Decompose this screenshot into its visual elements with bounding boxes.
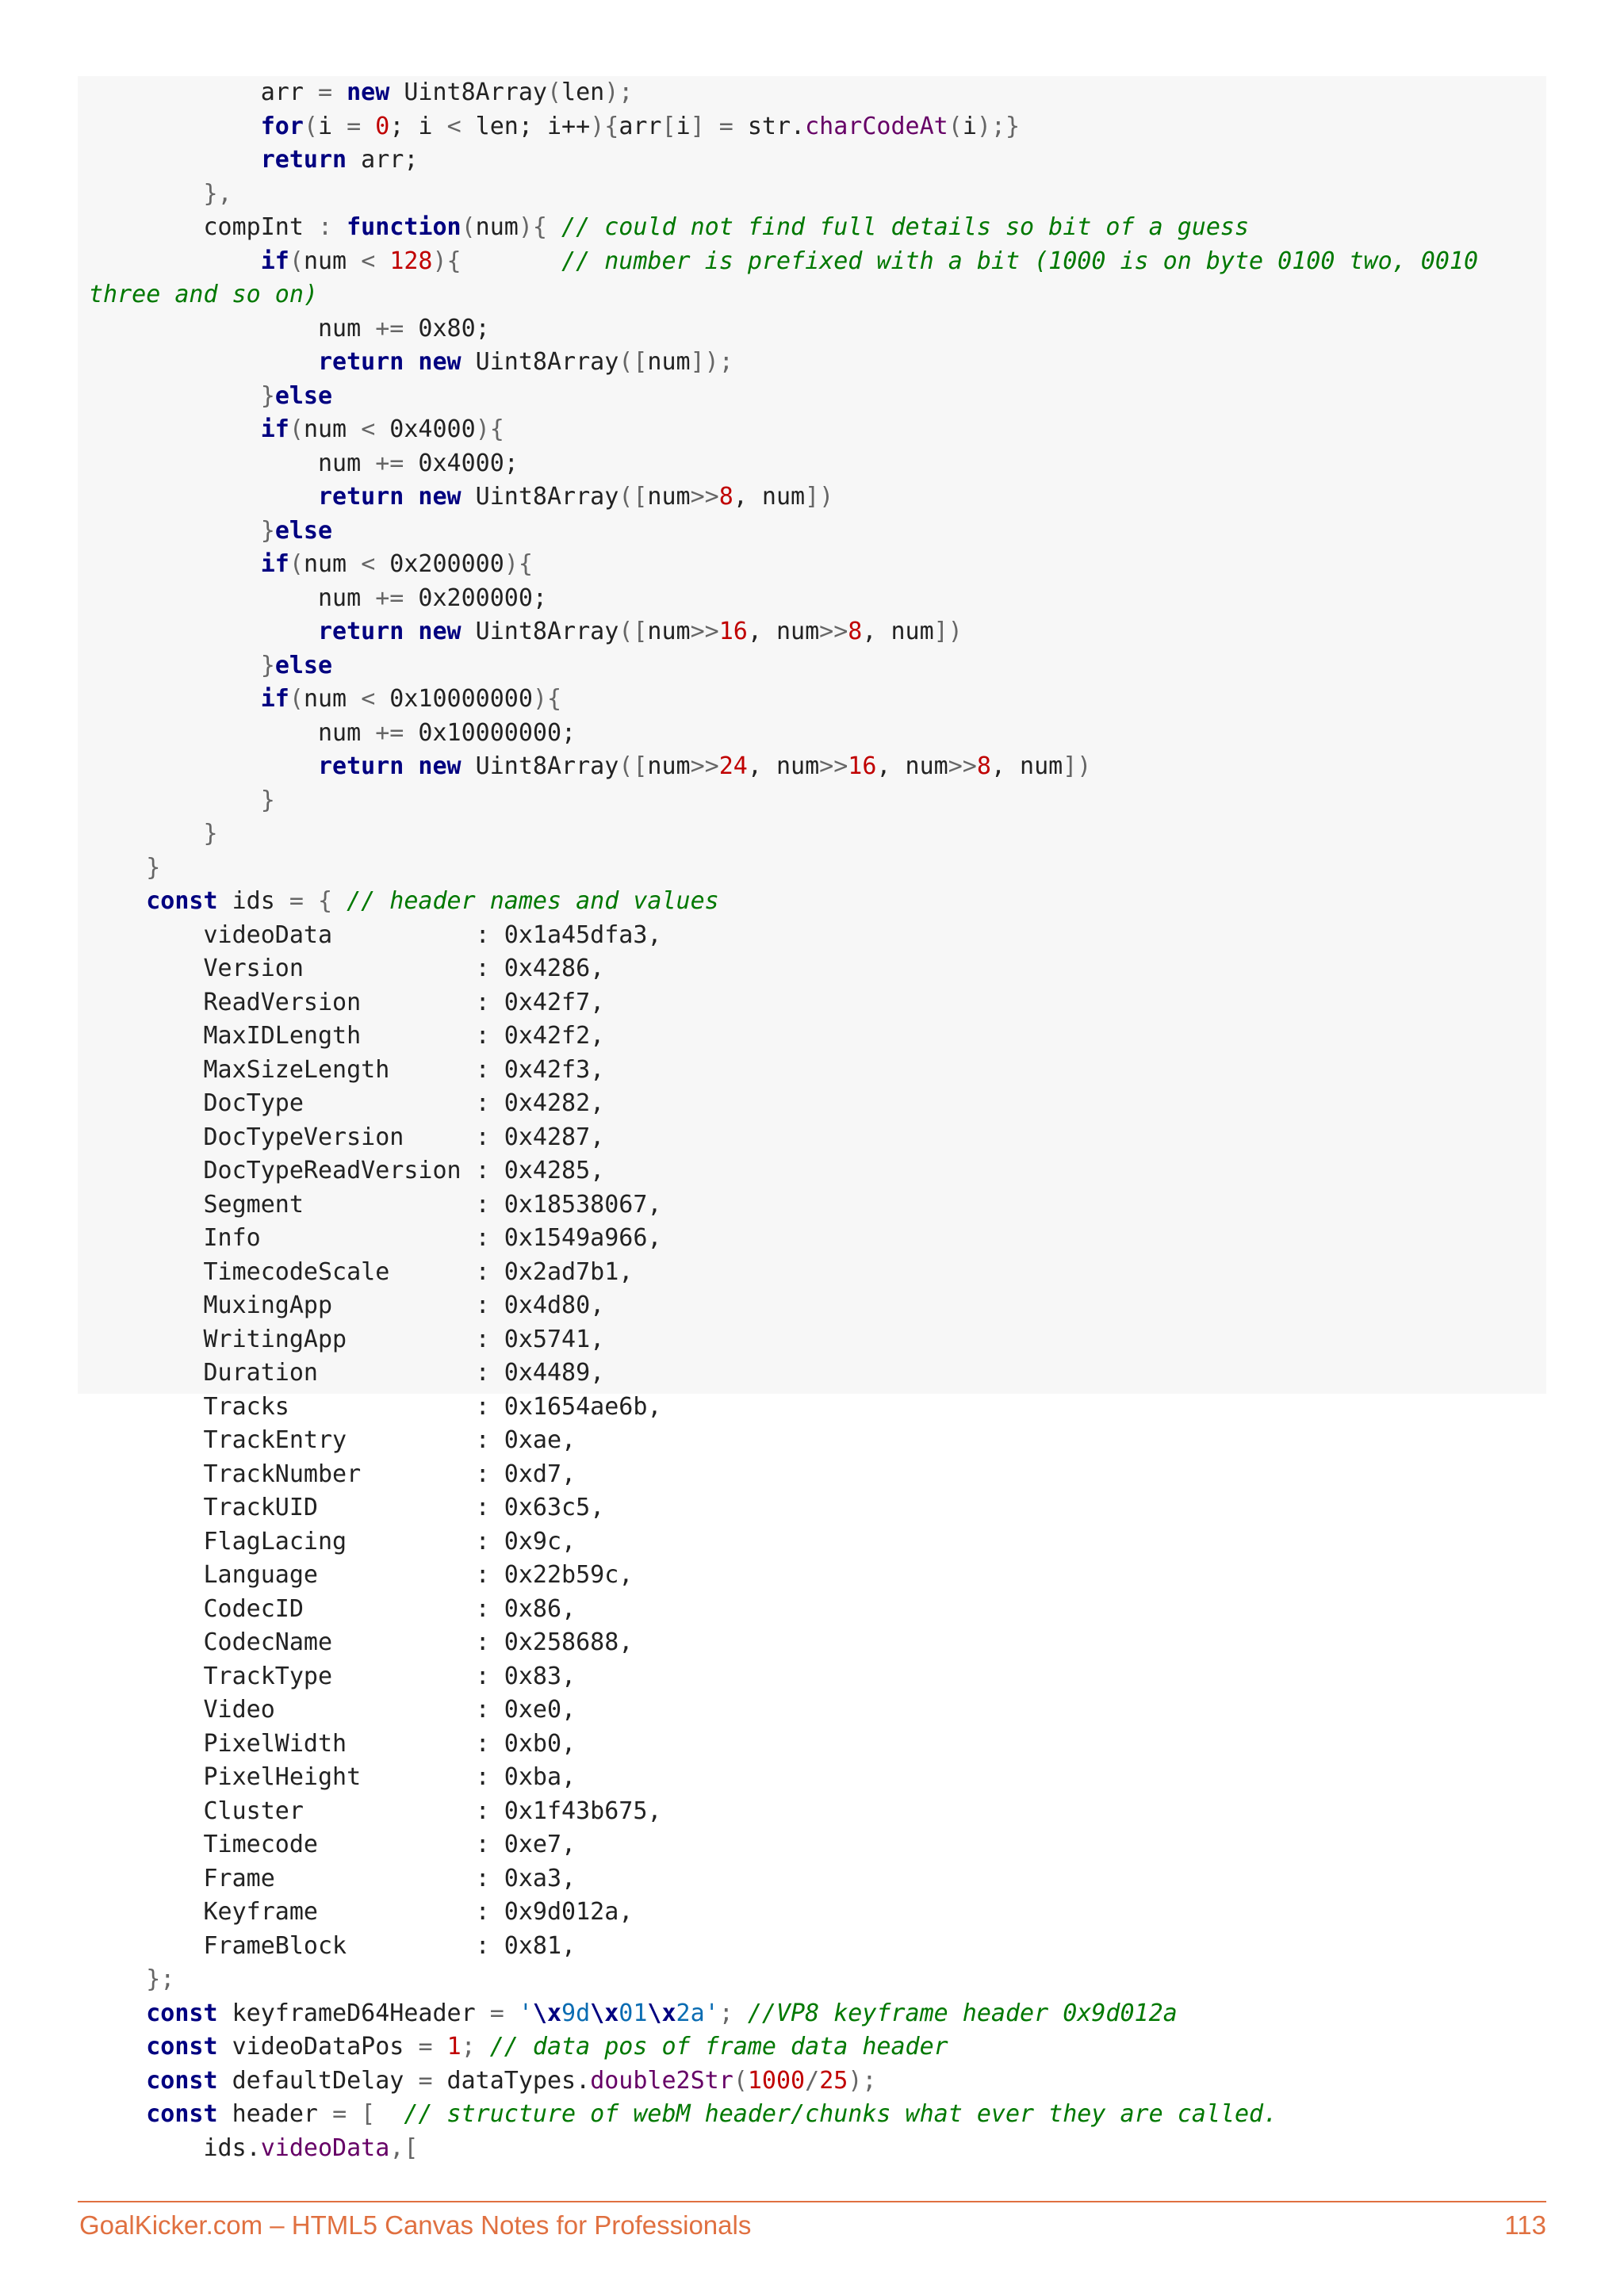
code-line — [89, 1154, 1546, 1188]
code-line — [89, 649, 1546, 683]
code-line — [89, 413, 1546, 447]
code-token: } — [89, 786, 275, 814]
code-token: num — [89, 449, 376, 477]
code-line — [89, 312, 1546, 346]
code-token — [304, 887, 318, 915]
code-token — [89, 887, 146, 915]
code-token: ){ — [475, 415, 504, 443]
code-token: len; i++ — [461, 112, 591, 140]
code-token: ( — [289, 415, 304, 443]
code-token: , num — [733, 483, 806, 511]
code-token: ){ — [532, 685, 562, 713]
code-token: i — [676, 112, 691, 140]
code-token: = — [489, 1999, 504, 2027]
code-token: 8 — [976, 752, 991, 780]
code-line — [89, 1323, 1546, 1357]
code-token: const — [146, 1999, 218, 2027]
code-token: ){ — [432, 247, 462, 275]
code-token: = — [347, 112, 362, 140]
code-token: MaxSizeLength : 0x42f3, — [89, 1055, 605, 1084]
code-token: new — [418, 483, 462, 511]
code-token: = — [418, 2033, 433, 2061]
code-token: += — [375, 314, 404, 342]
code-token: ]); — [690, 348, 733, 376]
code-token: ' — [518, 1999, 533, 2027]
code-token: num — [647, 483, 691, 511]
code-token: [ — [347, 2100, 404, 2128]
code-token — [375, 247, 389, 275]
code-line — [89, 1256, 1546, 1290]
code-token: ([ — [619, 348, 648, 376]
code-token: >> — [690, 752, 719, 780]
code-token: function — [347, 213, 462, 241]
code-token: TrackEntry : 0xae, — [89, 1426, 576, 1454]
code-token: ( — [289, 550, 304, 578]
code-token: = — [289, 887, 304, 915]
code-token: 0x10000000; — [404, 718, 576, 747]
code-token: i — [318, 112, 347, 140]
code-token: DocTypeVersion : 0x4287, — [89, 1123, 605, 1151]
code-token — [89, 1999, 146, 2027]
code-token — [547, 213, 561, 241]
code-token: DocTypeReadVersion : 0x4285, — [89, 1157, 605, 1184]
code-token: Duration : 0x4489, — [89, 1359, 605, 1387]
code-line — [89, 1862, 1546, 1896]
code-token: 0x200000 — [375, 550, 504, 578]
code-line — [89, 2030, 1546, 2064]
code-line — [89, 851, 1546, 886]
code-token: num — [303, 685, 362, 713]
code-token: // header names and values — [347, 887, 719, 915]
code-token: ,[ — [389, 2133, 419, 2162]
code-line — [89, 1525, 1546, 1559]
code-line — [89, 1391, 1546, 1425]
code-line — [89, 1458, 1546, 1492]
code-token: 8 — [848, 618, 863, 645]
code-token: ( — [948, 112, 963, 140]
code-token: return — [260, 146, 347, 174]
code-token: // number is prefixed with a bit (1000 is on byte 0100 two, 0010 — [561, 247, 1478, 275]
code-token: num — [303, 247, 362, 275]
code-token: TrackNumber : 0xd7, — [89, 1460, 576, 1488]
code-token: >> — [948, 752, 977, 780]
code-token: < — [361, 415, 376, 443]
code-token: ( — [461, 213, 476, 241]
code-line — [89, 1626, 1546, 1660]
code-line — [89, 480, 1546, 515]
code-token: Uint8Array — [461, 752, 619, 780]
code-token — [705, 113, 719, 140]
code-token: ([ — [619, 752, 648, 780]
code-line — [89, 245, 1546, 279]
code-token: Cluster : 0x1f43b675, — [89, 1797, 662, 1825]
code-token: const — [146, 2066, 218, 2095]
code-token: += — [375, 584, 404, 612]
code-token — [89, 415, 261, 443]
code-token: three and so on) — [89, 281, 318, 308]
code-token: , num — [862, 618, 934, 645]
code-token: if — [260, 415, 289, 443]
code-token — [89, 685, 261, 713]
code-token: = — [718, 112, 733, 140]
code-line — [89, 1693, 1546, 1728]
code-token: 0x4000 — [375, 415, 476, 443]
code-token: arr — [89, 78, 318, 106]
code-token: double2Str — [590, 2066, 733, 2095]
code-token: }; — [89, 1965, 175, 1993]
code-token: ]) — [933, 618, 963, 645]
code-token: return — [317, 618, 404, 645]
code-token: videoData — [260, 2133, 390, 2162]
code-token: return — [317, 348, 404, 376]
code-token: ( — [289, 685, 304, 713]
code-token: //VP8 keyframe header 0x9d012a — [747, 1999, 1178, 2027]
code-token: Uint8Array — [461, 483, 619, 511]
code-token: ( — [303, 112, 318, 140]
code-token: new — [418, 618, 462, 645]
code-token: Timecode : 0xe7, — [89, 1831, 576, 1858]
code-token: MuxingApp : 0x4d80, — [89, 1292, 605, 1319]
code-token — [361, 113, 375, 140]
code-token: < — [361, 685, 376, 713]
code-token: else — [274, 651, 333, 679]
code-token: } — [89, 853, 161, 882]
code-token — [89, 247, 261, 275]
code-token: ){ — [590, 112, 619, 140]
code-token: new — [418, 348, 462, 376]
code-line — [89, 1997, 1546, 2031]
code-token: const — [146, 887, 218, 915]
code-token: Uint8Array — [461, 348, 619, 376]
code-token: arr — [619, 112, 662, 140]
code-token: TrackType : 0x83, — [89, 1662, 576, 1690]
code-line — [89, 784, 1546, 818]
code-line — [89, 1728, 1546, 1762]
code-token: PixelHeight : 0xba, — [89, 1763, 576, 1791]
code-token: >> — [819, 752, 848, 780]
code-token: new — [418, 752, 462, 780]
code-token: 8 — [718, 483, 733, 511]
code-token: FrameBlock : 0x81, — [89, 1931, 576, 1960]
code-token: = — [332, 2100, 347, 2128]
code-line — [89, 582, 1546, 616]
code-token: Language : 0x22b59c, — [89, 1561, 634, 1589]
code-token — [404, 483, 418, 511]
code-token: 16 — [848, 752, 877, 780]
code-token: num — [475, 213, 519, 241]
code-token: >> — [690, 618, 719, 645]
page-number: 113 — [1504, 2210, 1546, 2240]
code-token: } — [89, 516, 275, 545]
code-token: defaultDelay — [217, 2066, 419, 2095]
code-line — [89, 1020, 1546, 1054]
code-token: num — [89, 584, 376, 612]
code-token: 1 — [446, 2033, 462, 2061]
footer-divider — [78, 2201, 1546, 2202]
code-token: videoData : 0x1a45dfa3, — [89, 920, 662, 949]
code-line — [89, 1222, 1546, 1256]
code-token: , num — [747, 752, 820, 780]
code-token: keyframeD64Header — [217, 1999, 490, 2027]
code-line — [89, 1121, 1546, 1155]
code-token: CodecName : 0x258688, — [89, 1628, 634, 1656]
code-token: , num — [747, 618, 820, 645]
code-line — [89, 1559, 1546, 1593]
code-line — [89, 885, 1546, 919]
code-token: { — [318, 887, 333, 915]
code-token: i — [962, 112, 977, 140]
code-line — [89, 1054, 1546, 1088]
code-token: 24 — [718, 752, 748, 780]
code-token: const — [146, 2033, 218, 2061]
code-token: ){ — [504, 550, 533, 578]
code-token — [89, 2100, 146, 2128]
code-token: 16 — [718, 618, 748, 645]
code-token: TimecodeScale : 0x2ad7b1, — [89, 1257, 634, 1286]
code-token: compInt — [89, 213, 318, 241]
code-token: ; i — [389, 112, 447, 140]
code-token — [332, 78, 347, 106]
code-token — [332, 887, 347, 915]
code-token: ([ — [619, 618, 648, 645]
code-token: num — [89, 314, 376, 342]
code-token: ( — [733, 2066, 748, 2095]
code-token: DocType : 0x4282, — [89, 1089, 605, 1117]
code-token: CodecID : 0x86, — [89, 1594, 576, 1623]
code-line — [89, 750, 1546, 784]
code-line — [89, 1795, 1546, 1829]
code-token: 9d — [561, 1999, 591, 2027]
code-line — [89, 110, 1546, 144]
code-token: if — [260, 247, 289, 275]
code-token: 0x10000000 — [375, 685, 533, 713]
code-token: header — [217, 2100, 333, 2128]
code-token: new — [347, 78, 390, 106]
code-token: , num — [876, 752, 948, 780]
code-token: 0x200000; — [404, 584, 547, 612]
code-token: ){ — [518, 213, 547, 241]
code-token: 01 — [619, 1999, 648, 2027]
code-token: 0x80; — [404, 314, 490, 342]
code-token: < — [361, 550, 376, 578]
code-token: if — [260, 685, 289, 713]
code-token — [89, 146, 261, 174]
code-token: 25 — [819, 2066, 848, 2095]
code-token: } — [89, 651, 275, 679]
code-token: num — [303, 415, 362, 443]
code-token: 0x4000; — [404, 449, 519, 477]
code-token: += — [375, 449, 404, 477]
code-token: } — [89, 820, 218, 848]
code-line — [89, 1828, 1546, 1862]
code-token: ids. — [89, 2133, 261, 2162]
code-token — [462, 247, 561, 275]
code-token: return — [317, 752, 404, 780]
code-token: return — [317, 483, 404, 511]
code-token — [89, 550, 261, 578]
code-token: \x — [532, 1999, 562, 2027]
code-token — [404, 618, 418, 645]
code-token: Video : 0xe0, — [89, 1696, 576, 1724]
code-line — [89, 211, 1546, 245]
code-token: ]) — [805, 483, 834, 511]
code-token: // data pos of frame data header — [489, 2033, 948, 2061]
code-token: // could not find full details so bit of a guess — [561, 213, 1249, 241]
code-line — [89, 717, 1546, 751]
code-token: : — [317, 213, 333, 241]
code-token: 1000 — [747, 2066, 806, 2095]
code-token: PixelWidth : 0xb0, — [89, 1729, 576, 1758]
code-token: >> — [819, 618, 848, 645]
code-token — [89, 2067, 146, 2095]
footer-source: GoalKicker.com – HTML5 Canvas Notes for Professionals — [79, 2210, 752, 2240]
code-token: Version : 0x4286, — [89, 955, 605, 982]
code-token: arr; — [347, 146, 419, 174]
code-token: Info : 0x1549a966, — [89, 1224, 662, 1252]
code-line — [89, 2098, 1546, 2132]
code-token: < — [361, 247, 376, 275]
code-line — [89, 1357, 1546, 1391]
code-token: += — [375, 718, 404, 747]
code-token: ]) — [1063, 752, 1092, 780]
code-token: ; — [718, 1999, 748, 2027]
code-line — [89, 1896, 1546, 1930]
code-token: ; — [461, 2033, 490, 2061]
code-token — [504, 1999, 519, 2027]
code-token: else — [274, 516, 333, 545]
code-line — [89, 2064, 1546, 2099]
code-token: num — [89, 718, 376, 747]
code-line — [89, 817, 1546, 851]
code-token: = — [418, 2066, 433, 2095]
code-token: len — [561, 78, 605, 106]
code-line — [89, 144, 1546, 178]
code-token: const — [146, 2100, 218, 2128]
code-token: \x — [647, 1999, 676, 2027]
code-token: ReadVersion : 0x42f7, — [89, 988, 605, 1016]
code-token: ); — [604, 78, 634, 106]
code-token: str. — [733, 112, 806, 140]
code-token: Segment : 0x18538067, — [89, 1190, 662, 1219]
code-token: Tracks : 0x1654ae6b, — [89, 1392, 662, 1421]
code-token: Frame : 0xa3, — [89, 1864, 576, 1892]
code-token — [89, 113, 261, 140]
code-token: Keyframe : 0x9d012a, — [89, 1898, 634, 1926]
code-block — [78, 76, 1546, 2162]
code-line — [89, 1761, 1546, 1795]
code-token — [404, 348, 418, 376]
code-token: ' — [704, 1999, 719, 2027]
code-token: num — [303, 550, 362, 578]
code-line — [89, 278, 1546, 312]
code-token: ( — [289, 247, 304, 275]
code-line — [89, 1930, 1546, 1964]
code-line — [89, 986, 1546, 1020]
code-line — [89, 1593, 1546, 1627]
code-token — [89, 348, 318, 376]
code-line — [89, 615, 1546, 649]
code-token: num — [647, 618, 691, 645]
code-line — [89, 178, 1546, 212]
code-token: [ — [661, 112, 676, 140]
code-line — [89, 346, 1546, 380]
code-token: ] — [690, 112, 705, 140]
code-token: num — [647, 752, 691, 780]
code-line — [89, 76, 1546, 110]
code-token: \x — [590, 1999, 619, 2027]
code-line — [89, 1424, 1546, 1458]
code-token — [89, 618, 318, 645]
code-token: ); — [848, 2066, 877, 2095]
code-token: for — [260, 112, 304, 140]
code-line — [89, 952, 1546, 986]
code-token: TrackUID : 0x63c5, — [89, 1494, 605, 1521]
code-line — [89, 1289, 1546, 1323]
code-line — [89, 1660, 1546, 1694]
code-token: } — [89, 381, 275, 410]
code-token: FlagLacing : 0x9c, — [89, 1527, 576, 1556]
code-token — [404, 752, 418, 780]
code-line — [89, 447, 1546, 481]
code-token: videoDataPos — [217, 2033, 419, 2061]
code-line — [89, 548, 1546, 582]
code-token: ids — [217, 887, 289, 915]
code-line — [89, 2132, 1546, 2166]
code-token: dataTypes. — [432, 2066, 591, 2095]
code-token: else — [274, 381, 333, 410]
code-token: , num — [990, 752, 1063, 780]
code-token: charCodeAt — [805, 112, 948, 140]
code-token — [89, 2033, 146, 2061]
code-line — [89, 683, 1546, 717]
code-token: );} — [976, 112, 1021, 140]
code-line — [89, 380, 1546, 414]
code-token: num — [647, 348, 691, 376]
code-line — [89, 1963, 1546, 1997]
code-token: // structure of webM header/chunks what ever they are called. — [404, 2100, 1278, 2128]
code-token: / — [805, 2066, 820, 2095]
code-token: 128 — [389, 247, 433, 275]
code-token — [433, 2033, 447, 2061]
code-line — [89, 1188, 1546, 1223]
code-line — [89, 1087, 1546, 1121]
code-line — [89, 919, 1546, 953]
code-line — [89, 515, 1546, 549]
code-token: MaxIDLength : 0x42f2, — [89, 1022, 605, 1050]
code-token: }, — [89, 179, 232, 208]
code-token: Uint8Array — [461, 618, 619, 645]
code-token: Uint8Array — [389, 78, 547, 106]
code-token: ([ — [619, 483, 648, 511]
code-token: >> — [690, 483, 719, 511]
code-token: 0 — [375, 112, 390, 140]
code-token: if — [260, 550, 289, 578]
code-token — [89, 752, 318, 780]
code-token — [332, 213, 347, 241]
code-token: ( — [546, 78, 562, 106]
code-token — [89, 483, 318, 511]
code-token: = — [317, 78, 333, 106]
code-line — [89, 1491, 1546, 1525]
code-token: < — [446, 112, 462, 140]
code-token: WritingApp : 0x5741, — [89, 1325, 605, 1353]
code-token: 2a — [676, 1999, 705, 2027]
